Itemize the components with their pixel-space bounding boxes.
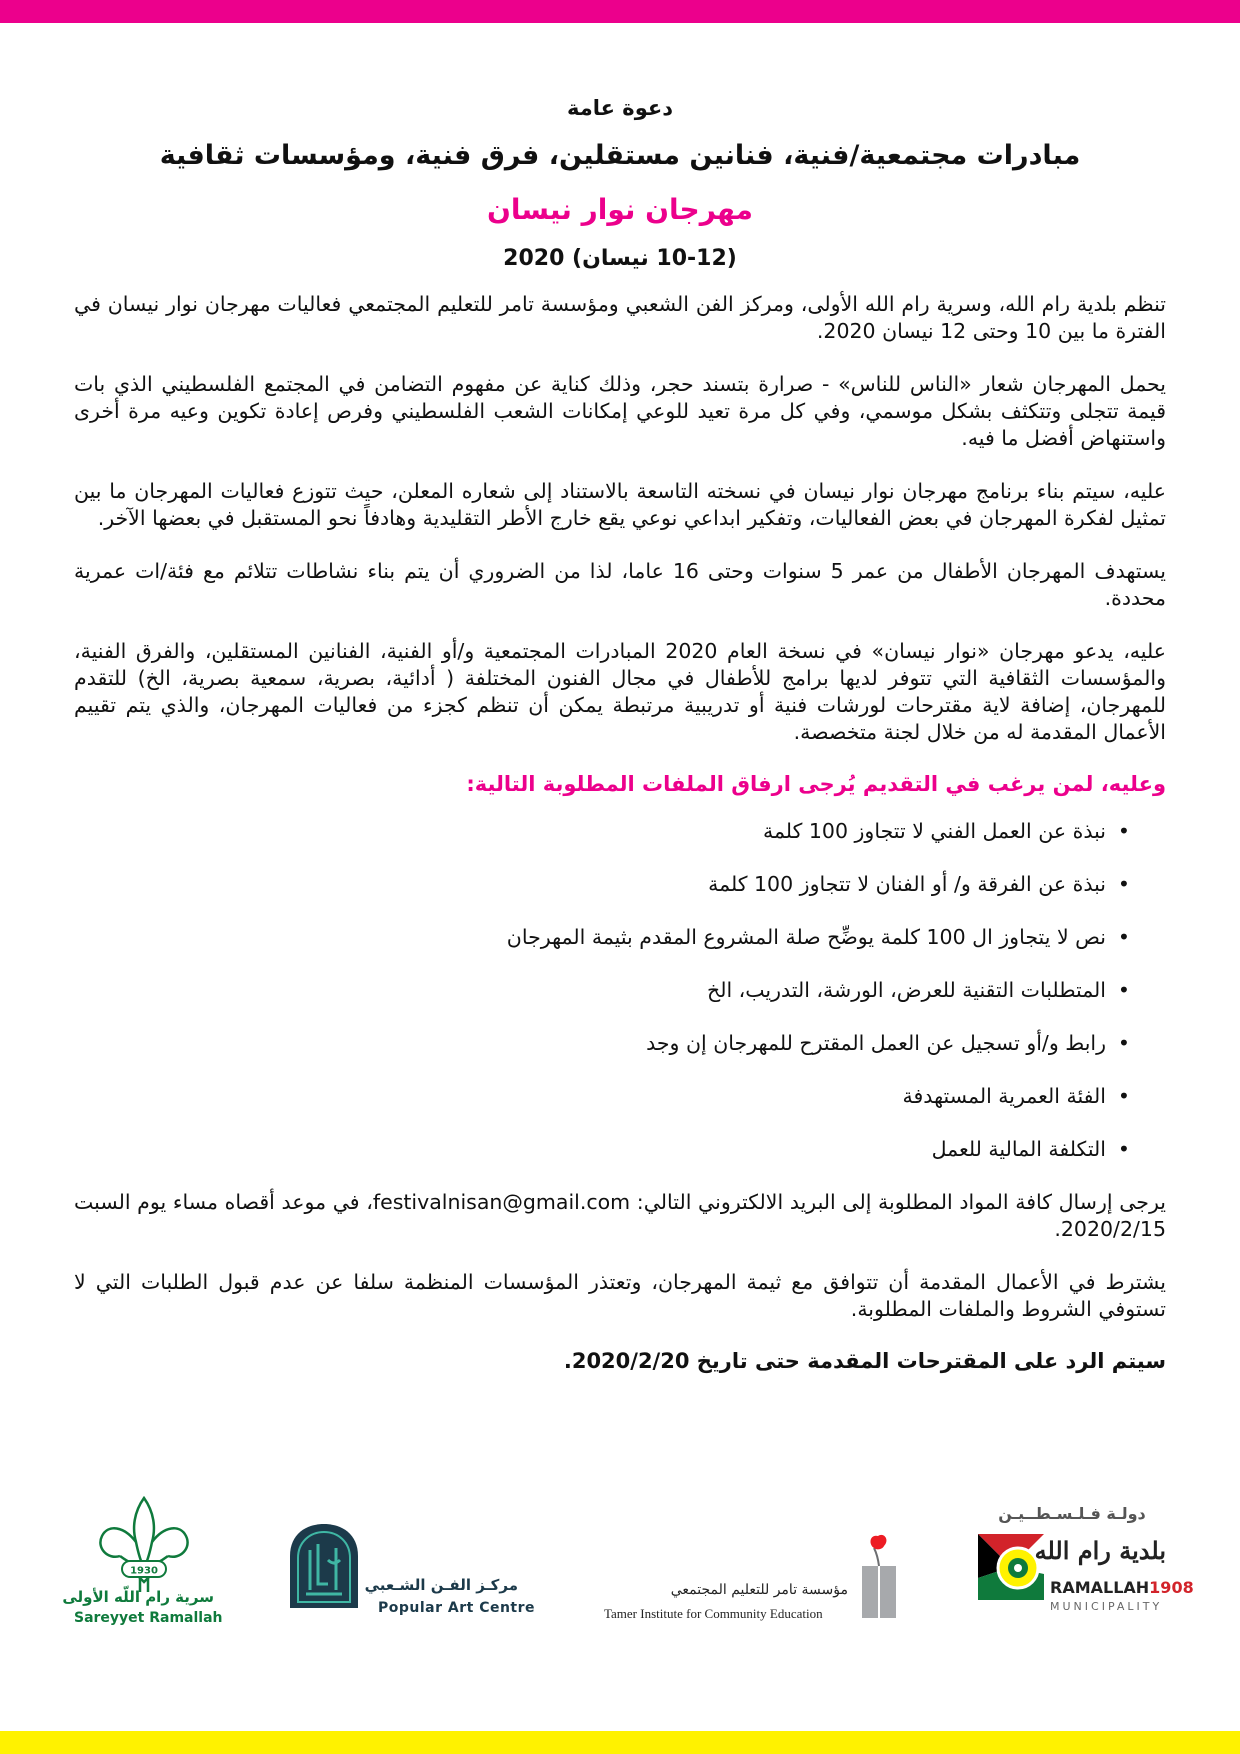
- tamer-arabic-name: مؤسسة تامر للتعليم المجتمعي: [670, 1582, 848, 1598]
- festival-dates: (10-12 نيسان) 2020: [503, 246, 737, 271]
- tamer-flower-icon: [854, 1530, 904, 1620]
- conditions-paragraph: يشترط في الأعمال المقدمة أن تتوافق مع ثيمة المهرجان، وتعتذر المؤسسات المنظمة سلفا عن عدم قبول الطلبات التي لا تستوفي الشروط والملفات المطلوبة.: [74, 1270, 1166, 1321]
- call-paragraph: عليه، يدعو مهرجان «نوار نيسان» في نسخة العام 2020 المبادرات المجتمعية و/أو الفنية، الفنانين المستقلين، والفرق الفنية، والمؤسسات الثقافية التي تتوفر لديها برامج للأطفال في مجال الفنون المختلفة ( أدائية، بصرية، سمعية بصرية، الخ) للتقدم للمهرجان، إضافة لاية مقترحات لورشات فنية أو تدريبية مرتبطة يمكن أن تنظم كجزء من فعاليات المهرجان، والذي يتم تقييم الأعمال المقدمة له من خلال لجنة متخصصة.: [74, 639, 1167, 744]
- ramallah-year: 1908: [1149, 1578, 1194, 1597]
- response-date-note: سيتم الرد على المقترحات المقدمة حتى تاريخ 2020/2/20.: [563, 1349, 1166, 1373]
- audience-paragraph: يستهدف المهرجان الأطفال من عمر 5 سنوات وحتى 16 عاما، لذا من الضروري أن يتم بناء نشاطات تتلائم مع فئة/ات عمرية محددة.: [74, 559, 1166, 610]
- ramallah-name-and-year: [1050, 1578, 1194, 1597]
- list-item: • نبذة عن الفرقة و/ أو الفنان لا تتجاوز 100 كلمة: [708, 872, 1130, 896]
- list-item: • نبذة عن العمل الفني لا تتجاوز 100 كلمة: [762, 819, 1130, 843]
- list-item: • المتطلبات التقنية للعرض، الورشة، التدريب، الخ: [706, 978, 1130, 1002]
- ramallah-arabic-name: بلدية رام الله: [1034, 1536, 1166, 1565]
- svg-text:1930: 1930: [130, 1565, 158, 1577]
- sareyyet-english-name: Sareyyet Ramallah: [74, 1610, 223, 1626]
- kicker-title: دعوة عامة: [567, 96, 673, 120]
- intro-paragraph: تنظم بلدية رام الله، وسرية رام الله الأولى، ومركز الفن الشعبي ومؤسسة تامر للتعليم المجتمعي فعاليات مهرجان نوار نيسان في الفترة ما بين 10 وحتى 12 نيسان 2020.: [74, 292, 1166, 343]
- requirements-title: وعليه، لمن يرغب في التقديم يُرجى ارفاق الملفات المطلوبة التالية:: [466, 772, 1166, 796]
- tamer-english-name: Tamer Institute for Community Education: [604, 1606, 823, 1621]
- popular-art-english-name: Popular Art Centre: [378, 1600, 536, 1616]
- program-paragraph: عليه، سيتم بناء برنامج مهرجان نوار نيسان في نسخته التاسعة بالاستناد إلى شعاره المعلن، حيث تتوزع فعاليات المهرجان ما بين تمثيل لفكرة المهرجان في بعض الفعاليات، وتفكير ابداعي نوعي يقع خارج الأطر التقليدية وهادفاً نحو المستقبل في بعضها الآخر.: [74, 479, 1166, 530]
- requirements-list: [74, 818, 1130, 1163]
- sareyyet-ramallah-logo: [62, 1490, 244, 1640]
- bottom-yellow-bar: [0, 1731, 1240, 1754]
- list-item: • رابط و/أو تسجيل عن العمل المقترح للمهرجان إن وجد: [646, 1031, 1130, 1055]
- ramallah-name: RAMALLAH: [1050, 1578, 1150, 1597]
- partner-logos: [62, 1490, 1194, 1640]
- sareyyet-arabic-name: سرية رام اللّه الأولى: [62, 1588, 214, 1606]
- document-body: [74, 96, 1166, 1373]
- municipality-label: MUNICIPALITY: [1050, 1600, 1163, 1613]
- top-magenta-bar: [0, 0, 1240, 23]
- ramallah-municipality-logo: [978, 1490, 1194, 1640]
- list-item: • نص لا يتجاوز ال 100 كلمة يوضِّح صلة المشروع المقدم بثيمة المهرجان: [506, 925, 1130, 949]
- headline: مبادرات مجتمعية/فنية، فنانين مستقلين، فرق فنية، ومؤسسات ثقافية: [159, 140, 1081, 171]
- list-item: • الفئة العمرية المستهدفة: [902, 1084, 1130, 1108]
- popular-art-centre-logo: [284, 1490, 544, 1640]
- festival-name: مهرجان نوار نيسان: [487, 193, 753, 226]
- submission-paragraph: يرجى إرسال كافة المواد المطلوبة إلى البريد الالكتروني التالي: festivalnisan@gmail.com، في موعد أقصاه مساء يوم السبت 2020/2/15.: [74, 1190, 1166, 1241]
- slogan-paragraph: يحمل المهرجان شعار «الناس للناس» - صرارة بتسند حجر، وذلك كناية عن مفهوم التضامن في المجتمع الفلسطيني الذي بات قيمة تتجلى وتتكثف بشكل موسمي، وفي كل مرة تعيد للوعي إمكانات الشعب الفلسطيني وفرص إعادة تكوين وعيه مرة أخرى واستنهاض أفضل ما فيه.: [74, 372, 1166, 450]
- popular-art-arch-icon: [284, 1520, 364, 1610]
- popular-art-arabic-name: مركـز الفـن الشـعبي: [364, 1576, 518, 1594]
- list-item: • التكلفة المالية للعمل: [931, 1137, 1130, 1161]
- tamer-institute-logo: [604, 1490, 904, 1640]
- state-of-palestine-label: دولـة فـلـسـطــيـن: [998, 1504, 1146, 1523]
